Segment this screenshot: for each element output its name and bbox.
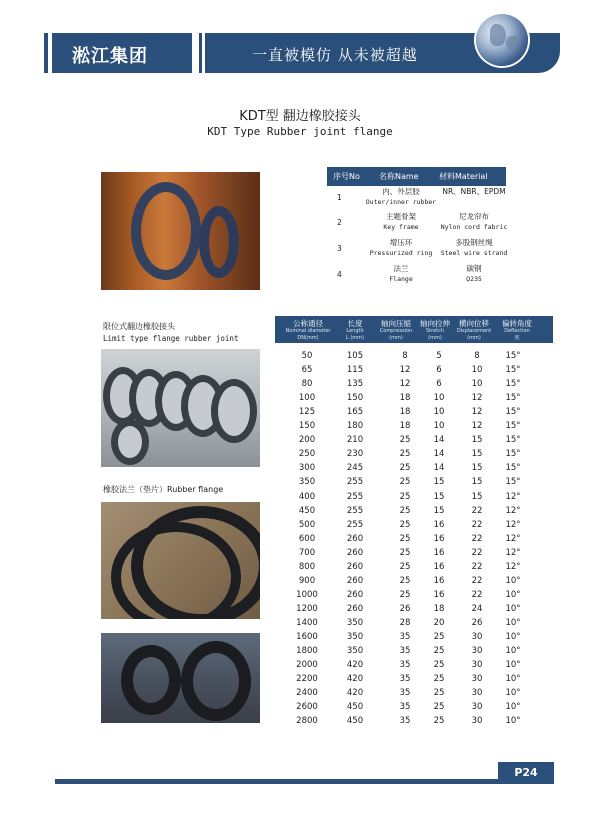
spec-cell: 25 [399, 449, 411, 460]
spec-cell: 15° [505, 435, 521, 446]
spec-cell: 15° [505, 477, 521, 488]
spec-table-row [275, 490, 553, 504]
spec-cell: 25 [399, 547, 411, 558]
spec-col-dn: 公称通径 Nominal diameter DN(mm) [285, 319, 331, 341]
spec-cell: 450 [346, 716, 364, 727]
spec-cell: 22 [471, 561, 483, 572]
spec-cell: 10° [505, 646, 521, 657]
spec-cell: 255 [346, 519, 364, 530]
spec-cell: 28 [399, 617, 411, 628]
spec-cell: 10° [505, 589, 521, 600]
spec-cell: 15 [471, 435, 483, 446]
spec-cell: 16 [433, 561, 445, 572]
spec-cell: 8 [474, 351, 480, 361]
spec-cell: 115 [346, 365, 364, 376]
spec-cell: 35 [399, 674, 411, 685]
spec-col-compression: 轴向压缩 Compression (mm) [379, 319, 413, 341]
spec-cell: 22 [471, 505, 483, 516]
material-table-header [327, 167, 506, 186]
spec-cell: 12° [505, 547, 521, 558]
spec-cell: 16 [433, 519, 445, 530]
spec-cell: 25 [399, 575, 411, 586]
spec-cell: 30 [471, 646, 483, 657]
spec-cell: 700 [298, 547, 316, 558]
spec-cell: 20 [433, 617, 445, 628]
spec-cell: 35 [399, 660, 411, 671]
spec-cell: 420 [346, 660, 364, 671]
spec-table-row [275, 630, 553, 644]
spec-cell: 26 [399, 603, 411, 614]
spec-cell: 15° [505, 421, 521, 432]
spec-cell: 25 [399, 589, 411, 600]
spec-table-row [275, 433, 553, 447]
spec-cell: 18 [399, 421, 411, 432]
spec-table-row [275, 672, 553, 686]
factory-photo [101, 633, 260, 723]
spec-cell: 260 [346, 547, 364, 558]
spec-cell: 135 [346, 379, 364, 390]
spec-cell: 260 [346, 589, 364, 600]
spec-cell: 10 [471, 365, 483, 376]
spec-table-header [275, 316, 553, 343]
spec-col-length: 长度 Length L (mm) [345, 319, 365, 341]
spec-cell: 260 [346, 575, 364, 586]
company-name: 淞江集团 [72, 46, 148, 67]
material-col-name: 名称Name [379, 172, 419, 181]
spec-cell: 420 [346, 674, 364, 685]
spec-cell: 10° [505, 632, 521, 642]
spec-col-stretch: 轴向拉伸 Stretch (mm) [420, 319, 450, 341]
spec-cell: 15° [505, 393, 521, 404]
spec-cell: 150 [298, 421, 316, 432]
spec-cell: 800 [298, 561, 316, 572]
spec-cell: 25 [399, 477, 411, 488]
spec-table-row [275, 377, 553, 391]
limit-joint-label-en: Limit type flange rubber joint [103, 334, 239, 343]
page-title-cn: KDT型 翻边橡胶接头 [239, 109, 361, 124]
spec-cell: 420 [346, 688, 364, 699]
spec-cell: 12 [399, 365, 411, 376]
spec-cell: 2600 [296, 702, 318, 713]
footer-line [55, 779, 517, 784]
product-photo-main [101, 172, 260, 290]
spec-cell: 25 [433, 674, 445, 685]
spec-cell: 10° [505, 688, 521, 699]
spec-cell: 15 [471, 463, 483, 474]
spec-cell: 30 [471, 674, 483, 685]
spec-table-row [275, 518, 553, 532]
spec-cell: 400 [298, 491, 316, 502]
spec-cell: 105 [346, 351, 364, 361]
spec-cell: 150 [346, 393, 364, 404]
spec-cell: 165 [346, 407, 364, 418]
spec-cell: 12° [505, 561, 521, 572]
spec-cell: 350 [346, 646, 364, 657]
spec-cell: 18 [399, 407, 411, 418]
spec-cell: 50 [301, 351, 313, 361]
spec-table-row [275, 363, 553, 377]
spec-cell: 15° [505, 365, 521, 376]
spec-table-row [275, 644, 553, 658]
spec-cell: 18 [399, 393, 411, 404]
spec-table-row [275, 700, 553, 714]
spec-cell: 245 [346, 463, 364, 474]
spec-cell: 10° [505, 716, 521, 727]
spec-cell: 14 [433, 435, 445, 446]
spec-table-row [275, 560, 553, 574]
spec-table-row [275, 574, 553, 588]
spec-cell: 125 [298, 407, 316, 418]
spec-cell: 230 [346, 449, 364, 460]
spec-cell: 22 [471, 589, 483, 600]
spec-cell: 35 [399, 716, 411, 727]
spec-cell: 35 [399, 646, 411, 657]
globe-icon [476, 14, 528, 66]
spec-cell: 25 [433, 716, 445, 727]
spec-table-row [275, 532, 553, 546]
spec-cell: 450 [346, 702, 364, 713]
spec-table-row [275, 504, 553, 518]
spec-cell: 6 [436, 379, 442, 390]
spec-cell: 35 [399, 632, 411, 642]
spec-table-row [275, 658, 553, 672]
spec-cell: 16 [433, 575, 445, 586]
material-col-material: 材料Material [439, 172, 488, 181]
limit-joint-label-cn: 限位式翻边橡胶接头 [103, 322, 175, 331]
spec-cell: 260 [346, 533, 364, 544]
spec-cell: 300 [298, 463, 316, 474]
spec-cell: 15 [433, 505, 445, 516]
spec-cell: 15 [471, 449, 483, 460]
spec-cell: 25 [399, 463, 411, 474]
spec-cell: 2400 [296, 688, 318, 699]
slogan: 一直被模仿 从未被超越 [252, 46, 418, 64]
spec-cell: 24 [471, 603, 483, 614]
spec-cell: 30 [471, 716, 483, 727]
spec-cell: 14 [433, 449, 445, 460]
spec-cell: 1600 [296, 632, 318, 642]
spec-cell: 2000 [296, 660, 318, 671]
spec-cell: 65 [301, 365, 313, 376]
spec-table-row [275, 546, 553, 560]
spec-table-row [275, 349, 553, 363]
spec-cell: 15 [471, 477, 483, 488]
spec-cell: 1000 [296, 589, 318, 600]
spec-cell: 22 [471, 519, 483, 530]
spec-cell: 900 [298, 575, 316, 586]
spec-cell: 15° [505, 407, 521, 418]
spec-table-row [275, 602, 553, 616]
spec-cell: 25 [433, 632, 445, 642]
spec-cell: 200 [298, 435, 316, 446]
spec-cell: 260 [346, 561, 364, 572]
spec-cell: 35 [399, 688, 411, 699]
spec-cell: 12° [505, 519, 521, 530]
spec-cell: 25 [433, 646, 445, 657]
spec-cell: 10° [505, 674, 521, 685]
spec-cell: 500 [298, 519, 316, 530]
spec-table-row [275, 616, 553, 630]
spec-cell: 600 [298, 533, 316, 544]
spec-col-deflection: 偏转角度 Deflection 度 [502, 319, 532, 341]
spec-table-row [275, 588, 553, 602]
spec-cell: 12° [505, 505, 521, 516]
spec-cell: 80 [301, 379, 313, 390]
spec-cell: 12 [399, 379, 411, 390]
spec-cell: 16 [433, 533, 445, 544]
spec-cell: 350 [346, 632, 364, 642]
spec-cell: 26 [471, 617, 483, 628]
spec-cell: 10° [505, 702, 521, 713]
spec-cell: 15° [505, 463, 521, 474]
spec-cell: 12° [505, 491, 521, 502]
spec-cell: 100 [298, 393, 316, 404]
rubber-flange-photo [101, 502, 260, 619]
spec-cell: 12 [471, 407, 483, 418]
spec-table-row [275, 714, 553, 728]
spec-cell: 6 [436, 365, 442, 376]
spec-cell: 12 [471, 393, 483, 404]
spec-cell: 2800 [296, 716, 318, 727]
spec-cell: 25 [433, 660, 445, 671]
spec-cell: 1400 [296, 617, 318, 628]
spec-cell: 180 [346, 421, 364, 432]
spec-cell: 15 [471, 491, 483, 502]
spec-table-row [275, 475, 553, 489]
spec-cell: 22 [471, 547, 483, 558]
page-number: P24 [498, 762, 554, 784]
spec-cell: 255 [346, 505, 364, 516]
spec-cell: 10° [505, 603, 521, 614]
material-col-no: 序号No [333, 172, 360, 181]
page-title-en: KDT Type Rubber joint flange [207, 125, 393, 138]
spec-cell: 1200 [296, 603, 318, 614]
spec-cell: 22 [471, 575, 483, 586]
spec-cell: 12° [505, 533, 521, 544]
spec-cell: 25 [399, 435, 411, 446]
spec-cell: 25 [399, 533, 411, 544]
spec-cell: 260 [346, 603, 364, 614]
spec-table-row [275, 686, 553, 700]
spec-cell: 35 [399, 702, 411, 713]
spec-cell: 15° [505, 379, 521, 390]
spec-table-row [275, 391, 553, 405]
spec-cell: 250 [298, 449, 316, 460]
spec-cell: 15° [505, 351, 521, 361]
spec-cell: 10 [471, 379, 483, 390]
spec-cell: 25 [399, 561, 411, 572]
spec-table-row [275, 405, 553, 419]
spec-cell: 12 [471, 421, 483, 432]
spec-cell: 30 [471, 660, 483, 671]
spec-cell: 25 [399, 505, 411, 516]
spec-cell: 15 [433, 477, 445, 488]
spec-cell: 25 [433, 688, 445, 699]
spec-table-row [275, 447, 553, 461]
spec-cell: 450 [298, 505, 316, 516]
spec-cell: 255 [346, 491, 364, 502]
spec-cell: 30 [471, 632, 483, 642]
spec-cell: 10 [433, 407, 445, 418]
limit-joint-photo [101, 349, 260, 467]
spec-col-displacement: 横向位移 Displacement (mm) [456, 319, 492, 341]
spec-cell: 16 [433, 589, 445, 600]
spec-cell: 25 [433, 702, 445, 713]
spec-cell: 16 [433, 547, 445, 558]
spec-cell: 15° [505, 449, 521, 460]
spec-cell: 210 [346, 435, 364, 446]
spec-cell: 10° [505, 617, 521, 628]
spec-cell: 14 [433, 463, 445, 474]
spec-cell: 25 [399, 519, 411, 530]
spec-table-row [275, 419, 553, 433]
spec-cell: 255 [346, 477, 364, 488]
spec-cell: 8 [402, 351, 408, 361]
spec-table-row [275, 461, 553, 475]
spec-cell: 15 [433, 491, 445, 502]
spec-cell: 10 [433, 393, 445, 404]
spec-cell: 2200 [296, 674, 318, 685]
rubber-flange-label: 橡胶法兰（垫片）Rubber flange [103, 485, 224, 494]
spec-cell: 10° [505, 575, 521, 586]
spec-cell: 10° [505, 660, 521, 671]
spec-cell: 18 [433, 603, 445, 614]
spec-cell: 350 [346, 617, 364, 628]
spec-cell: 30 [471, 702, 483, 713]
spec-cell: 350 [298, 477, 316, 488]
spec-cell: 10 [433, 421, 445, 432]
spec-cell: 1800 [296, 646, 318, 657]
spec-cell: 22 [471, 533, 483, 544]
spec-cell: 25 [399, 491, 411, 502]
spec-cell: 5 [436, 351, 442, 361]
spec-cell: 30 [471, 688, 483, 699]
